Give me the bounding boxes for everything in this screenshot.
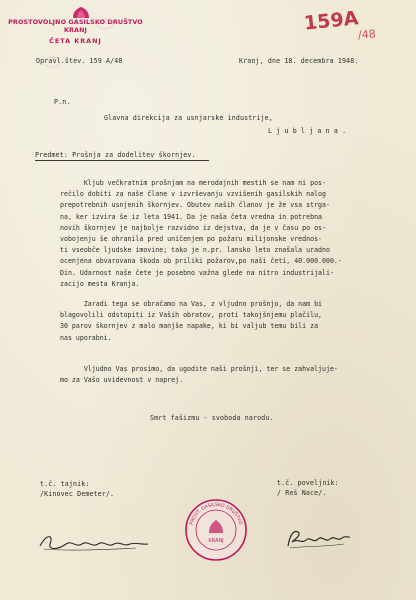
body-line: 30 parov škornjev z malo manjše napake, ki bi valjub temu bili za xyxy=(60,322,319,331)
body-line: novih škornjev je najbolje razvidno iz dejstva, da je v času po os- xyxy=(60,223,326,232)
archive-reference-stamp xyxy=(280,6,398,42)
secretary-name: /Kinovec Demeter/. xyxy=(40,490,115,498)
addressee-name: Glavna direkcija za usnjarske industrije, xyxy=(104,114,273,122)
seal-center-text: KRANJ xyxy=(208,538,224,544)
letterhead-organization: PROSTOVOLJNO GASILSKO DRUŠTVO KRANJ xyxy=(8,18,143,34)
subject-underline xyxy=(35,160,209,161)
body-line: Zaradi tega se obračamo na Vas, z vljudno prošnjo, da nam bi xyxy=(60,300,323,308)
body-paragraph-3 xyxy=(60,364,360,386)
body-line: ocenjena obvarovana škoda ob priliki požarov,po naši četi, 40.000.000.- xyxy=(60,257,342,266)
place-and-date: Kranj, dne 18. decembra 1948. xyxy=(239,57,359,65)
body-line: mo za Vašo uvidevnost v naprej. xyxy=(60,376,184,385)
archive-reference-suffix: /48 xyxy=(357,27,377,42)
reference-number: Opravl.štev. 159 A/48 xyxy=(36,57,123,65)
addressee-prefix: P.n. xyxy=(54,98,71,106)
seal-inscription: PROST. GASILSKO DRUŠTVO xyxy=(189,502,243,526)
body-line: zacijo mesta Kranja. xyxy=(60,279,140,288)
letterhead xyxy=(8,18,143,45)
secretary-role: t.č. tajnik: xyxy=(40,480,90,488)
archive-reference-number: 159A xyxy=(302,7,360,35)
fire-brigade-seal xyxy=(183,497,249,563)
body-line: prepotrebnih usnjenih škornjev. Obutev naših članov je že vsa strga- xyxy=(60,201,330,210)
body-paragraph-1 xyxy=(60,178,360,290)
secretary-signature xyxy=(36,532,151,554)
addressee-city: L j u b l j a n a . xyxy=(268,127,347,135)
faint-watermark-icon xyxy=(95,17,115,31)
body-line: nas uporabni. xyxy=(60,333,112,342)
closing-slogan: Smrt fašizmu - svoboda narodu. xyxy=(150,414,274,422)
commander-signature xyxy=(284,526,354,552)
body-line: Kljub večkratnim prošnjam na merodajnih mestih se nam ni pos- xyxy=(60,179,326,187)
commander-role: t.č. poveljnik: xyxy=(277,479,339,487)
body-line: Vljudno Vas prosimo, da ugodite naši prošnji, ter se zahvaljuje- xyxy=(60,365,338,373)
body-paragraph-2 xyxy=(60,299,360,344)
body-line: ti vseobče ljudske imovine; tako je n.pr. lansko leto znašala uradno xyxy=(60,246,330,255)
body-line: rečilo dobiti za naše člane v izvrševanju vzvišenih gasilskih nalog xyxy=(60,190,326,199)
body-line: na, ker izvira še iz leta 1941. Da je naša četa vredna in potrebna xyxy=(60,212,323,221)
letterhead-unit: ČETA KRANJ xyxy=(49,37,102,45)
subject-line: Predmet: Prošnja za dodelitev škornjev. xyxy=(35,151,196,159)
body-line: blagovolili odstopiti iz Vaših obratov, proti takojšnjemu plačilu, xyxy=(60,311,323,320)
body-line: Din. Udarnost naše čete je posebno važna glede na nitro industrijali- xyxy=(60,268,334,277)
body-line: vobojenju še ohranila pred uničenjem po požaru milijonske vrednos- xyxy=(60,235,323,244)
commander-name: / Reš Nace/. xyxy=(277,489,327,497)
